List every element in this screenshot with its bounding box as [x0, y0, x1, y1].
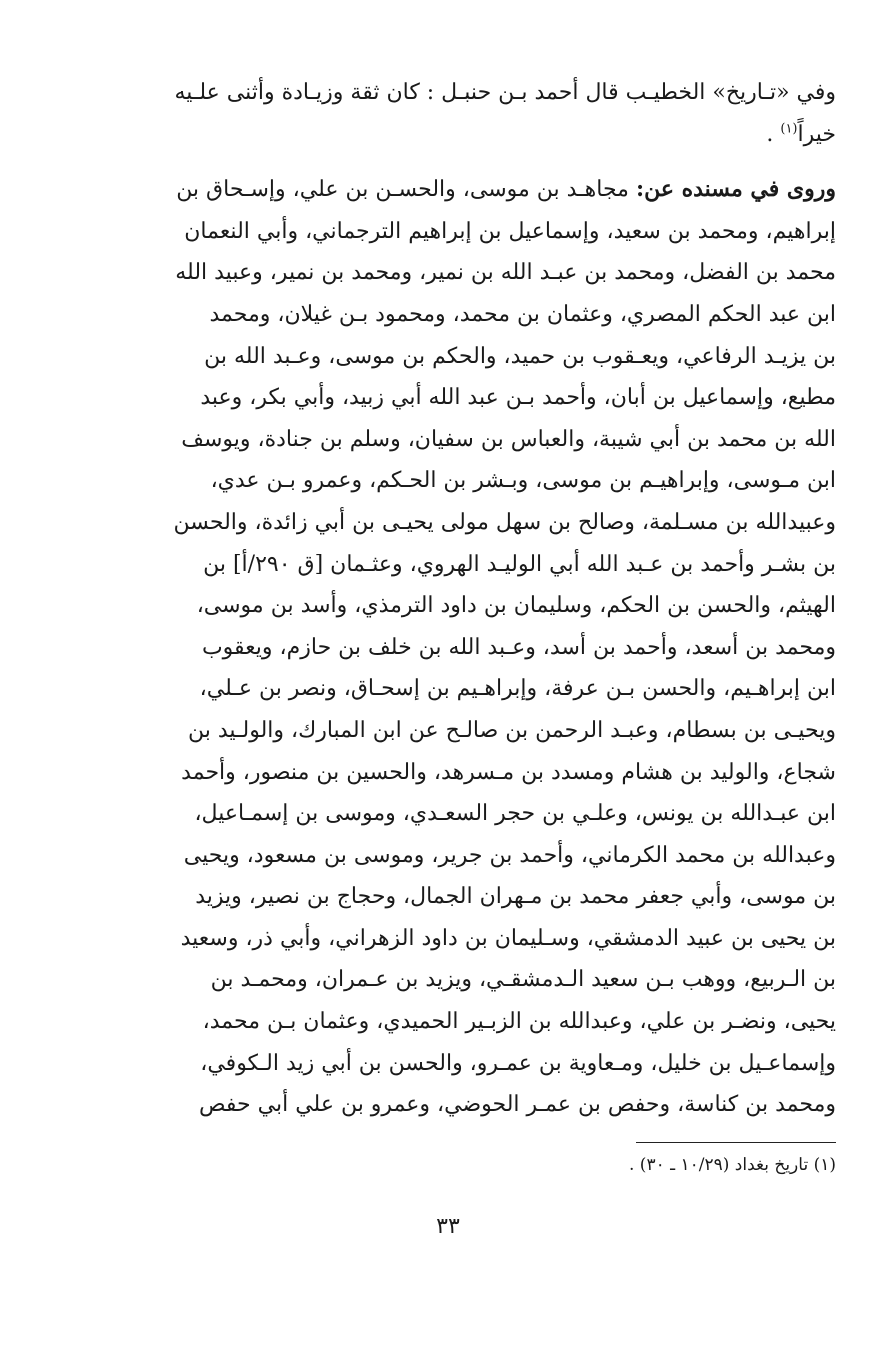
- footnote-marker: (١): [780, 121, 798, 137]
- narrators-line: [118, 169, 836, 211]
- narrators-line: مطيع، وإسماعيل بن أبان، وأحمد بـن عبد الله أبي زبيد، وأبي بكر، وعبد: [200, 385, 836, 411]
- narrators-paragraph: [118, 169, 836, 1126]
- intro-line-2-text: خيراً: [797, 121, 836, 147]
- intro-line-2: [118, 114, 836, 156]
- narrators-line: ابن عبـدالله بن يونس، وعلـي بن حجر السعـدي، وموسى بن إسمـاعيل،: [194, 801, 836, 827]
- narrators-line: شجاع، والوليد بن هشام ومسدد بن مـسرهد، والحسين بن منصور، وأحمد: [181, 759, 836, 785]
- narrators-line: بن يزيـد الرفاعي، ويعـقوب بن حميد، والحكم بن موسى، وعـبد الله بن: [204, 343, 836, 369]
- narrators-line: ابن عبد الحكم المصري، وعثمان بن محمد، ومحمود بـن غيلان، ومحمد: [209, 301, 836, 327]
- narrators-line: الهيثم، والحسن بن الحكم، وسليمان بن داود الترمذي، وأسد بن موسى،: [196, 593, 836, 619]
- narrators-lead: وروى في مسنده عن:: [635, 176, 836, 203]
- narrators-line: ابن إبراهـيم، والحسن بـن عرفة، وإبراهـيم بن إسحـاق، ونصر بن عـلي،: [199, 676, 836, 702]
- narrators-line: ابن مـوسى، وإبراهيـم بن موسى، وبـشر بن الحـكم، وعمرو بـن عدي،: [210, 468, 836, 494]
- narrators-line: الله بن محمد بن أبي شيبة، والعباس بن سفيان، وسلم بن جنادة، ويوسف: [181, 426, 836, 452]
- narrators-line: بن الـربيع، ووهب بـن سعيد الـدمشقـي، ويزيد بن عـمران، ومحمـد بن: [210, 967, 836, 993]
- narrators-line: بن بشـر وأحمد بن عـبد الله أبي الوليـد الهروي، وعثـمان [ق ٢٩٠/أ] بن: [203, 551, 836, 577]
- narrators-line: ويحيـى بن بسطام، وعبـد الرحمن بن صالـح عن ابن المبارك، والولـيد بن: [188, 717, 836, 743]
- intro-line-2-end: .: [766, 121, 781, 147]
- narrators-line: ومحمد بن كناسة، وحفص بن عمـر الحوضي، وعمرو بن علي أبي حفص: [198, 1092, 836, 1118]
- intro-line-1: وفي «تـاريخ» الخطيـب قال أحمد بـن حنبـل : كان ثقة وزيـادة وأثنى علـيه: [174, 80, 836, 105]
- narrators-line: وعبيدالله بن مسـلمة، وصالح بن سهل مولى يحيـى بن أبي زائدة، والحسن: [173, 509, 836, 535]
- footnote-divider: [636, 1142, 836, 1143]
- narrators-line: إبراهيم، ومحمد بن سعيد، وإسماعيل بن إبراهيم الترجماني، وأبي النعمان: [184, 218, 836, 244]
- narrators-line: بن يحيى بن عبيد الدمشقي، وسـليمان بن داود الزهراني، وأبي ذر، وسعيد: [180, 925, 836, 951]
- narrators-line: محمد بن الفضل، ومحمد بن عبـد الله بن نمير، ومحمد بن نمير، وعبيد الله: [175, 260, 836, 286]
- narrators-line: وعبدالله بن محمد الكرماني، وأحمد بن جرير، وموسى بن مسعود، ويحيى: [183, 842, 836, 868]
- intro-paragraph: [118, 72, 836, 155]
- narrators-line-text: مجاهـد بن موسى، والحسـن بن علي، وإسـحاق بن: [176, 177, 629, 203]
- narrators-line: وإسماعـيل بن خليل، ومـعاوية بن عمـرو، والحسن بن أبي زيد الـكوفي،: [200, 1050, 836, 1076]
- narrators-line: بن موسى، وأبي جعفر محمد بن مـهران الجمال، وحجاج بن نصير، ويزيد: [195, 884, 836, 910]
- footnote: (١) تاريخ بغداد (١٠/٢٩ ـ ٣٠) .: [628, 1155, 836, 1175]
- page-number: ٣٣: [436, 1214, 460, 1239]
- main-text: [118, 72, 836, 1126]
- narrators-line: يحيى، ونضـر بن علي، وعبدالله بن الزبـير الحميدي، وعثمان بـن محمد،: [202, 1009, 836, 1035]
- narrators-line: ومحمد بن أسعد، وأحمد بن أسد، وعـبد الله بن خلف بن حازم، ويعقوب: [201, 634, 836, 660]
